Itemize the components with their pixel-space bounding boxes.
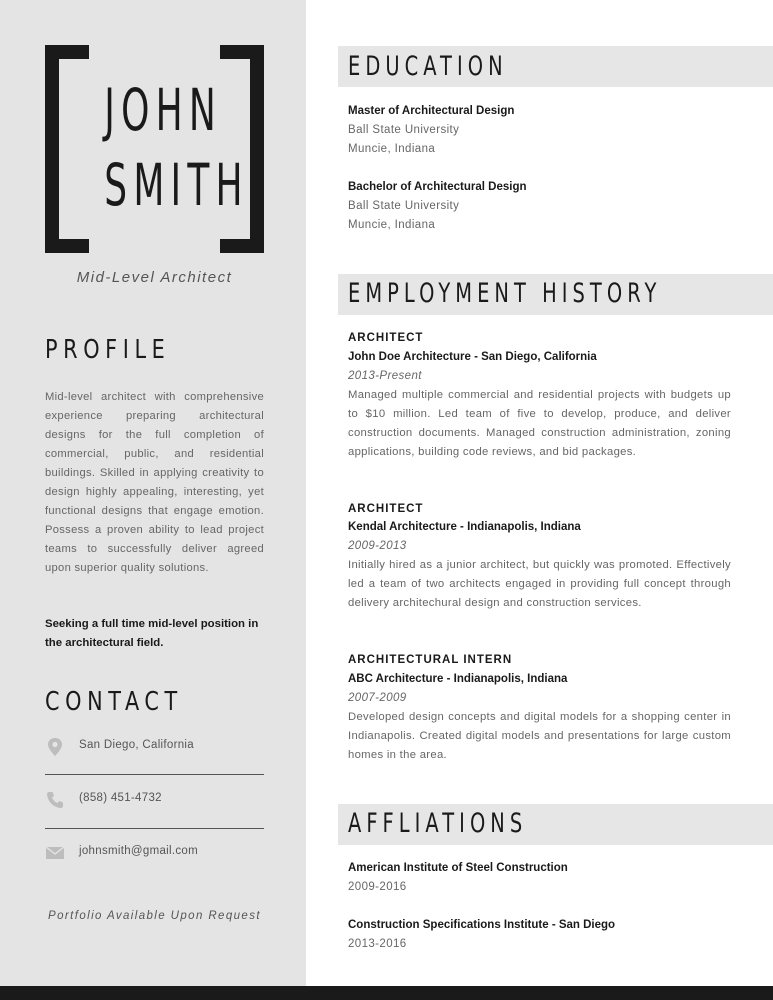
profile-heading: PROFILE (45, 335, 171, 365)
job-dates-1: 2013-Present (348, 370, 422, 382)
contact-email-text[interactable]: johnsmith@gmail.com (79, 845, 198, 857)
job-description-2: Initially hired as a junior architect, but quickly was promoted. Effectively led a team of two architects engaged in providing full concept through delivery architechural design and construction services. (348, 559, 731, 609)
role-title: Mid-Level Architect (76, 269, 233, 286)
phone-icon (45, 790, 65, 810)
right-bracket-vertical (250, 45, 264, 253)
contact-divider-2 (45, 828, 264, 829)
profile-objective: Seeking a full time mid-level position in the architectural field. (45, 618, 259, 649)
contact-location-text: San Diego, California (79, 739, 194, 751)
job-dates-2: 2009-2013 (348, 540, 407, 552)
job-company-3: ABC Architecture - Indianapolis, Indiana (348, 673, 568, 685)
education-school-1: Ball State University (348, 124, 460, 136)
job-company-1: John Doe Architecture - San Diego, California (348, 351, 597, 363)
affiliation-name-1: American Institute of Steel Construction (348, 862, 568, 874)
job-title-2: ARCHITECT (348, 503, 424, 515)
contact-heading: CONTACT (45, 687, 183, 717)
right-bracket-bottom (220, 239, 264, 253)
education-school-2: Ball State University (348, 200, 460, 212)
employment-heading: EMPLOYMENT HISTORY (348, 278, 662, 309)
affiliations-heading: AFFLIATIONS (348, 808, 528, 839)
envelope-icon (45, 843, 65, 863)
left-bracket-top (45, 45, 89, 59)
contact-email (45, 843, 264, 863)
left-bracket-bottom (45, 239, 89, 253)
left-bracket-vertical (45, 45, 59, 253)
education-location-1: Muncie, Indiana (348, 143, 436, 155)
education-degree-2: Bachelor of Architectural Design (348, 181, 527, 193)
job-title-3: ARCHITECTURAL INTERN (348, 654, 513, 666)
affiliation-name-2: Construction Specifications Institute - San Diego (348, 919, 616, 931)
location-pin-icon (45, 737, 65, 757)
portfolio-note: Portfolio Available Upon Request (48, 910, 261, 922)
job-title-1: ARCHITECT (348, 332, 424, 344)
education-degree-1: Master of Architectural Design (348, 105, 515, 117)
job-dates-3: 2007-2009 (348, 692, 407, 704)
job-company-2: Kendal Architecture - Indianapolis, Indiana (348, 521, 581, 533)
affiliation-dates-2: 2013-2016 (348, 938, 407, 950)
contact-divider-1 (45, 774, 264, 775)
affiliation-dates-1: 2009-2016 (348, 881, 407, 893)
footer-bar (0, 986, 773, 1000)
first-name: JOHN (104, 76, 222, 144)
contact-phone (45, 790, 264, 810)
job-description-3: Developed design concepts and digital models for a shopping center in Indianapolis. Created digital models and presentations for large custom homes in the area. (348, 711, 731, 761)
contact-phone-text: (858) 451-4732 (79, 792, 162, 804)
job-description-1: Managed multiple commercial and residential projects with budgets up to $10 million. Led team of five to develop, produce, and deliver construction documents. Managed construction administration, zoning applications, building code reviews, and bid packages. (348, 389, 731, 458)
education-location-2: Muncie, Indiana (348, 219, 436, 231)
contact-location (45, 737, 264, 757)
right-bracket-top (220, 45, 264, 59)
education-heading: EDUCATION (348, 51, 508, 82)
profile-text: Mid-level architect with comprehensive experience preparing architectural designs for the full completion of commercial, public, and residential buildings. Skilled in applying creativity to design highly appealing, interesting, yet functional designs that engage emotion. Possess a proven ability to lead project teams to successfully deliver agreed upon superior quality solutions. (45, 391, 264, 574)
last-name: SMITH (104, 151, 249, 219)
